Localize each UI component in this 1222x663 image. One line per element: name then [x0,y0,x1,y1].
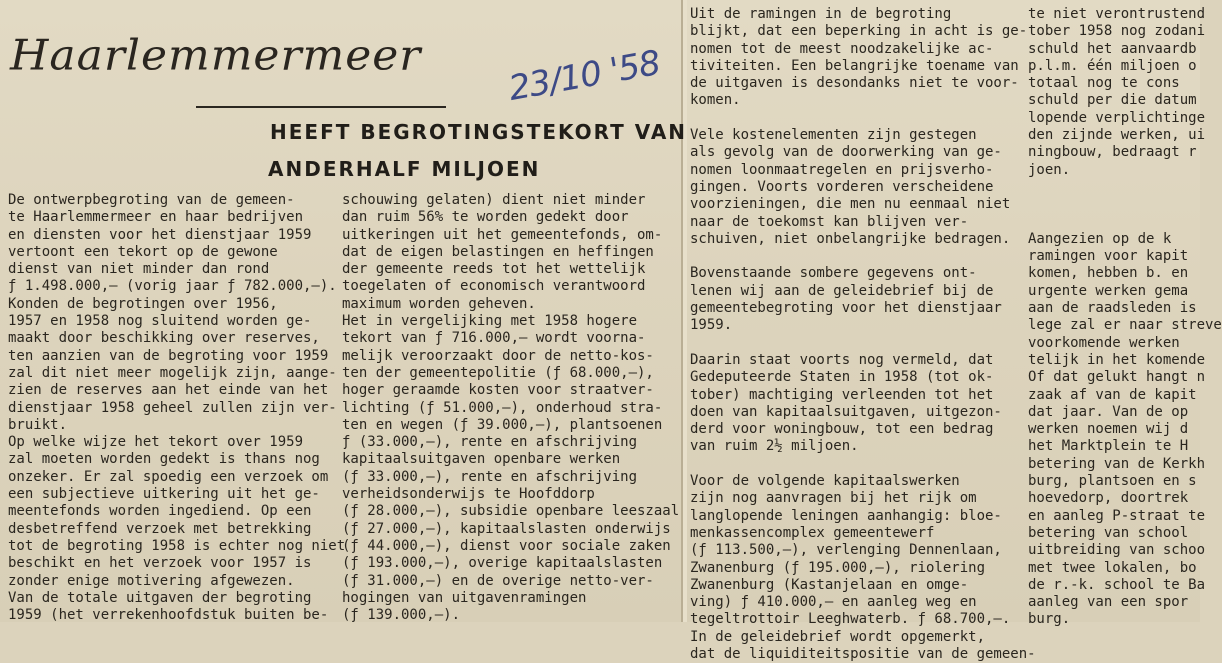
article-line: blijkt, dat een beperking in acht is ge- [690,23,1028,40]
article-line: Van de totale uitgaven der begroting [8,589,312,606]
article-line: onzeker. Er zal spoedig een verzoek om [8,468,329,485]
article-line: zien de reserves aan het einde van het [8,382,329,399]
article-line: ten aanzien van de begroting voor 1959 [8,347,329,364]
article-line: aan de raadsleden is [1028,300,1197,317]
article-line: burg. [1028,611,1071,628]
article-line: aanleg van een spor [1028,594,1189,611]
article-line: dat de eigen belastingen en heffingen [342,243,654,260]
article-line [690,110,1036,127]
article-line: totaal nog te cons [1028,75,1180,92]
article-line: dienstjaar 1958 geheel zullen zijn ver- [8,399,337,416]
article-line: De ontwerpbegroting van de gemeen- [8,192,295,208]
article-line [690,248,1036,265]
article-line: lichting (ƒ 51.000,—), onderhoud stra- [342,399,663,416]
article-line: tot de begroting 1958 is echter nog niet [8,537,346,554]
article-column-4-clip [1028,0,1222,628]
article-line: derd voor woningbouw, tot een bedrag [690,421,994,438]
article-line: schouwing gelaten) dient niet minder [342,192,646,208]
article-line: een subjectieve uitkering uit het ge- [8,486,320,503]
article-line: schuiven, niet onbelangrijke bedragen. [690,230,1011,247]
article-line: komen, hebben b. en [1028,265,1189,282]
article-line: hoger geraamde kosten voor straatver- [342,382,654,399]
article-line: Bovenstaande sombere gegevens ont- [690,265,977,282]
article-line: urgente werken gema [1028,282,1189,299]
headline-line-1: HEEFT BEGROTINGSTEKORT VAN [270,120,688,144]
article-line: Op welke wijze het tekort over 1959 [8,434,304,451]
article-line: ramingen voor kapit [1028,248,1189,265]
article-line: meentefonds worden ingediend. Op een [8,503,312,520]
article-line: 1959 (het verrekenhoofdstuk buiten be- [8,607,329,624]
article-line: 1959. [690,317,733,334]
article-line: den zijnde werken, ui [1028,127,1206,144]
article-line: hogingen van uitgavenramingen [342,589,587,606]
article-line: Of dat gelukt hangt n [1028,369,1206,386]
article-line: Voor de volgende kapitaalswerken [690,473,960,490]
article-line: Gedeputeerde Staten in 1958 (tot ok- [690,369,994,386]
article-line: naar de toekomst kan blijven ver- [690,213,969,230]
article-line: voorzieningen, die men nu eenmaal niet [690,196,1011,213]
article-line: komen. [690,92,741,109]
article-line: betering van de Kerkh [1028,455,1206,472]
article-line: zonder enige motivering afgewezen. [8,572,295,589]
article-line: Zwanenburg (ƒ 195.000,—), riolering [690,559,986,576]
article-line [690,335,1036,352]
article-line: 1957 en 1958 nog sluitend worden ge- [8,313,312,330]
article-line: Uit de ramingen in de begroting [690,6,952,22]
article-line: der gemeente reeds tot het wettelijk [342,261,646,278]
article-line: tober) machtiging verleenden tot het [690,386,994,403]
article-line: tiviteiten. Een belangrijke toename van [690,57,1019,74]
article-line: zaak af van de kapit [1028,386,1197,403]
article-line: Zwanenburg (Kastanjelaan en omge- [690,576,969,593]
article-line: tegeltrottoir Leeghwaterb. ƒ 68.700,—. [690,611,1011,628]
article-line: schuld het aanvaardb [1028,40,1197,57]
article-line: dat de liquiditeitspositie van de gemeen- [690,645,1036,662]
headline-rule [196,106,446,108]
article-line: (ƒ 44.000,—), dienst voor sociale zaken [342,537,671,554]
article-line: dan ruim 56% te worden gedekt door [342,209,629,226]
page-fold-highlight [683,0,687,622]
article-line: voorkomende werken [1028,334,1180,351]
article-line: de uitgaven is desondanks niet te voor- [690,75,1019,92]
article-line: desbetreffend verzoek met betrekking [8,520,312,537]
article-line: lopende verplichtinge [1028,109,1206,126]
article-line [1028,214,1222,231]
article-line: dienst van niet minder dan rond [8,261,270,278]
article-line: lege zal er naar streve [1028,317,1222,334]
article-column-1 [8,192,345,624]
article-line: (ƒ 27.000,—), kapitaalslasten onderwijs [342,520,671,537]
article-line: verheidsonderwijs te Hoofddorp [342,486,595,503]
article-line: (ƒ 139.000,—). [342,607,461,624]
article-line: bruikt. [8,416,68,433]
article-line: p.l.m. één miljoen o [1028,57,1197,74]
article-line: als gevolg van de doorwerking van ge- [690,144,1002,161]
article-line: de r.-k. school te Ba [1028,576,1206,593]
article-line: doen van kapitaalsuitgaven, uitgezon- [690,403,1002,420]
article-line: (ƒ 31.000,—) en de overige netto-ver- [342,572,654,589]
article-line: betering van school [1028,524,1189,541]
article-line: hoevedorp, doortrek [1028,490,1189,507]
article-line: vertoont een tekort op de gewone [8,243,278,260]
article-line: toegelaten of economisch verantwoord [342,278,646,295]
article-line [1028,179,1222,196]
article-line: (ƒ 33.000,—), rente en afschrijving [342,468,638,485]
article-line: en diensten voor het dienstjaar 1959 [8,226,312,243]
article-line: Daarin staat voorts nog vermeld, dat [690,351,994,368]
article-line: joen. [1028,161,1071,178]
article-line: (ƒ 28.000,—), subsidie openbare leeszaal [342,503,680,520]
article-line: zal dit niet meer mogelijk zijn, aange- [8,364,337,381]
article-line: schuld per die datum [1028,92,1197,109]
article-line [690,456,1036,473]
article-column-2 [342,192,679,624]
article-line: gingen. Voorts vorderen verscheidene [690,178,994,195]
article-line: melijk veroorzaakt door de netto-kos- [342,347,654,364]
article-line: van ruim 2½ miljoen. [690,438,859,455]
headline-line-2: ANDERHALF MILJOEN [268,157,541,181]
article-line: zal moeten worden gedekt is thans nog [8,451,320,468]
article-line: maakt door beschikking over reserves, [8,330,320,347]
article-line: ƒ (33.000,—), rente en afschrijving [342,434,638,451]
article-line: lenen wij aan de geleidebrief bij de [690,282,994,299]
article-line [1028,196,1222,213]
article-line: zijn nog aanvragen bij het rijk om [690,490,977,507]
article-line: kapitaalsuitgaven openbare werken [342,451,621,468]
article-line: uitbreiding van schoo [1028,542,1206,559]
article-line: ving) ƒ 410.000,— en aanleg weg en [690,594,977,611]
article-line: tober 1958 nog zodani [1028,23,1206,40]
article-line: ningbouw, bedraagt r [1028,144,1197,161]
article-line: te Haarlemmermeer en haar bedrijven [8,209,304,226]
article-line: Vele kostenelementen zijn gestegen [690,127,977,144]
masthead: Haarlemmermeer [10,31,422,80]
article-line: met twee lokalen, bo [1028,559,1197,576]
article-line: langlopende leningen aanhangig: bloe- [690,507,1002,524]
article-line: gemeentebegroting voor het dienstjaar [690,300,1002,317]
article-line: Het in vergelijking met 1958 hogere [342,313,638,330]
article-column-3 [690,6,1036,663]
article-line: maximum worden geheven. [342,295,536,312]
handwritten-date: 23/10 '58 [505,43,663,109]
article-line: ten en wegen (ƒ 39.000,—), plantsoenen [342,416,663,433]
article-line: tekort van ƒ 716.000,— wordt voorna- [342,330,646,347]
article-line: te niet verontrustend [1028,6,1206,22]
article-line: en aanleg P-straat te [1028,507,1206,524]
article-line: burg, plantsoen en s [1028,473,1197,490]
article-line: werken noemen wij d [1028,421,1189,438]
article-line: beschikt en het verzoek voor 1957 is [8,555,312,572]
article-line: nomen loonmaatregelen en prijsverho- [690,161,994,178]
article-line: (ƒ 113.500,—), verlenging Dennenlaan, [690,542,1002,559]
article-line: Aangezien op de k [1028,230,1172,247]
article-line: In de geleidebrief wordt opgemerkt, [690,628,986,645]
article-line: het Marktplein te H [1028,438,1189,455]
article-line: dat jaar. Van de op [1028,403,1189,420]
article-line: menkassencomplex gemeentewerf [690,524,935,541]
article-line: Konden de begrotingen over 1956, [8,295,278,312]
article-line: telijk in het komende [1028,351,1206,368]
article-column-4 [1028,6,1222,629]
article-line: ten der gemeentepolitie (ƒ 68.000,—), [342,364,654,381]
article-line: uitkeringen uit het gemeentefonds, om- [342,226,663,243]
article-line: nomen tot de meest noodzakelijke ac- [690,40,994,57]
article-line: ƒ 1.498.000,— (vorig jaar ƒ 782.000,—). [8,278,337,295]
article-line: (ƒ 193.000,—), overige kapitaalslasten [342,555,663,572]
